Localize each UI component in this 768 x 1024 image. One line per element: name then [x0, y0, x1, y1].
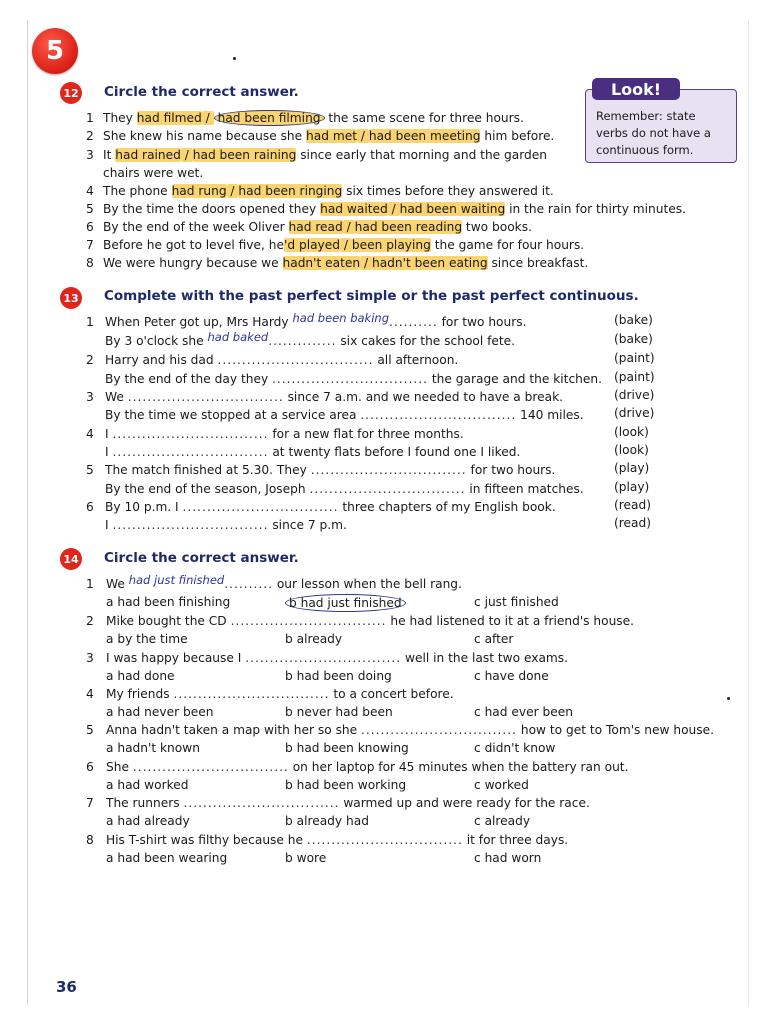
- gap-dots: ................................: [183, 796, 340, 810]
- gap-dots: ................................: [310, 463, 467, 477]
- answer-gap[interactable]: [311, 463, 467, 477]
- sentence-end: the same scene for three hours.: [324, 111, 524, 125]
- item-number: 7: [86, 796, 94, 810]
- sentence-start: Mike bought the CD: [106, 614, 231, 628]
- sentence: [106, 686, 454, 702]
- answer-gap[interactable]: [293, 311, 438, 329]
- item-number: 2: [86, 614, 94, 628]
- option-c[interactable]: c have done: [474, 669, 549, 683]
- option-a[interactable]: a had been finishing: [106, 595, 231, 609]
- sentence-end: all afternoon.: [373, 353, 459, 367]
- sentence-end: the garage and the kitchen.: [428, 372, 602, 386]
- gap-dots: ..............: [268, 334, 337, 348]
- sentence-start: His T-shirt was filthy because he: [106, 833, 307, 847]
- option-1[interactable]: had met: [306, 129, 357, 143]
- sentence: [103, 128, 554, 144]
- sentence: [106, 722, 714, 738]
- item-number: 4: [86, 184, 94, 198]
- option-separator: /: [360, 256, 372, 270]
- exercise-13-title: Complete with the past perfect simple or the past perfect continuous.: [104, 288, 639, 304]
- sentence-end: he had listened to it at a friend's house.: [386, 614, 635, 628]
- stray-mark: [727, 697, 730, 700]
- exercise-14-number: 14: [60, 548, 82, 570]
- answer-gap[interactable]: [112, 518, 268, 532]
- answer-gap[interactable]: [129, 573, 273, 591]
- answer-gap[interactable]: [112, 427, 268, 441]
- sentence-end: on her laptop for 45 minutes when the battery ran out.: [288, 760, 629, 774]
- answer-gap[interactable]: [133, 760, 289, 774]
- item-number: 6: [86, 760, 94, 774]
- option-b[interactable]: b had been working: [285, 778, 407, 792]
- item-number: 5: [86, 463, 94, 477]
- sentence-start: By 3 o'clock she: [105, 334, 208, 348]
- gap-dots: ................................: [127, 390, 284, 404]
- option-1[interactable]: had waited: [320, 202, 388, 216]
- answer-gap[interactable]: [208, 330, 337, 348]
- sentence: [103, 201, 686, 217]
- sentence-start: Before he got to level five, he: [103, 238, 284, 252]
- sentence-start: I: [105, 445, 113, 459]
- verb-prompt: (play): [614, 480, 650, 494]
- gap-dots: ................................: [309, 482, 466, 496]
- handwritten-answer: had baked: [207, 330, 269, 344]
- option-a[interactable]: a hadn't known: [106, 741, 200, 755]
- verb-prompt: (read): [614, 498, 651, 512]
- sentence-start: By the end of the week Oliver: [103, 220, 289, 234]
- item-number: 3: [86, 390, 94, 404]
- item-number: 5: [86, 202, 94, 216]
- item-number: 3: [86, 148, 94, 162]
- option-c[interactable]: c had ever been: [474, 705, 573, 719]
- verb-prompt: (drive): [614, 406, 655, 420]
- option-2[interactable]: had been ringing: [238, 184, 343, 198]
- sentence-start: When Peter got up, Mrs Hardy: [105, 315, 293, 329]
- handwritten-answer: had just finished: [128, 573, 225, 587]
- verb-prompt: (paint): [614, 370, 655, 384]
- sentence-end: two books.: [462, 220, 532, 234]
- answer-gap[interactable]: [173, 687, 329, 701]
- item-number: 8: [86, 833, 94, 847]
- option-c[interactable]: c already: [474, 814, 531, 828]
- sentence: [105, 352, 458, 368]
- sentence: [105, 462, 555, 478]
- option-2[interactable]: had been meeting: [368, 129, 481, 143]
- sentence: [105, 311, 527, 330]
- stray-mark: [233, 57, 236, 60]
- sentence: [105, 444, 520, 460]
- sentence: [106, 759, 628, 775]
- sentence-start: The match finished at 5.30. They: [105, 463, 311, 477]
- item-number: 4: [86, 427, 94, 441]
- option-separator: /: [226, 184, 239, 198]
- verb-prompt: (look): [614, 443, 649, 457]
- sentence: [105, 426, 464, 442]
- item-number: 6: [86, 220, 94, 234]
- sentence-start: We: [105, 390, 128, 404]
- sentence-end: at twenty flats before I found one I liked.: [268, 445, 521, 459]
- sentence: [105, 371, 602, 387]
- gap-dots: ................................: [132, 760, 289, 774]
- item-number: 1: [86, 315, 94, 329]
- sentence: [103, 255, 588, 271]
- gap-dots: ................................: [230, 614, 387, 628]
- sentence-start: My friends: [106, 687, 174, 701]
- sentence-start: By the time the doors opened they: [103, 202, 321, 216]
- sentence: [103, 147, 547, 163]
- option-separator: /: [340, 238, 352, 252]
- sentence-end: for two hours.: [466, 463, 556, 477]
- sentence-end: him before.: [480, 129, 555, 143]
- sentence-end: three chapters of my English book.: [338, 500, 556, 514]
- sentence-end: six times before they answered it.: [342, 184, 554, 198]
- answer-gap[interactable]: [272, 372, 428, 386]
- answer-gap[interactable]: [361, 723, 517, 737]
- sentence-start: By the end of the season, Joseph: [105, 482, 310, 496]
- sentence: [105, 407, 584, 423]
- option-b[interactable]: b had been doing: [285, 669, 392, 683]
- sentence: [106, 795, 590, 811]
- sentence-end: since early that morning and the garden: [296, 148, 548, 162]
- sentence-end: well in the last two exams.: [401, 651, 569, 665]
- sentence-start: It: [103, 148, 116, 162]
- option-b[interactable]: b already had: [285, 814, 369, 828]
- gap-dots: ................................: [306, 833, 463, 847]
- sentence-end: our lesson when the bell rang.: [272, 577, 462, 591]
- verb-prompt: (paint): [614, 351, 655, 365]
- look-text: Remember: state verbs do not have a continuous form.: [596, 109, 711, 157]
- option-a[interactable]: a had never been: [106, 705, 214, 719]
- sentence-end: in the rain for thirty minutes.: [505, 202, 687, 216]
- sentence: [105, 481, 584, 497]
- option-2[interactable]: had been waiting: [399, 202, 506, 216]
- answer-gap[interactable]: [217, 353, 373, 367]
- sentence: [103, 110, 524, 126]
- option-1[interactable]: 'd played: [284, 238, 340, 252]
- verb-prompt: (look): [614, 425, 649, 439]
- sentence-end: to a concert before.: [329, 687, 454, 701]
- option-a[interactable]: a had worked: [106, 778, 189, 792]
- sentence-start: By the end of the day they: [105, 372, 273, 386]
- sentence: [106, 832, 568, 848]
- exercise-14-title: Circle the correct answer.: [104, 550, 299, 566]
- sentence-start: I: [105, 518, 113, 532]
- sentence-start: The phone: [103, 184, 172, 198]
- sentence-end: six cakes for the school fete.: [336, 334, 516, 348]
- option-2[interactable]: hadn't been eating: [371, 256, 488, 270]
- verb-prompt: (read): [614, 516, 651, 530]
- gap-dots: ................................: [360, 408, 517, 422]
- sentence-start: Harry and his dad: [105, 353, 218, 367]
- gap-dots: ................................: [112, 518, 269, 532]
- sentence-end: since 7 p.m.: [268, 518, 347, 532]
- unit-number: 5: [45, 36, 65, 66]
- sentence: [106, 650, 568, 666]
- sentence-end: how to get to Tom's new house.: [517, 723, 714, 737]
- sentence-continuation: chairs were wet.: [103, 166, 204, 180]
- sentence: [103, 183, 554, 199]
- sentence-end: in fifteen matches.: [465, 482, 584, 496]
- sentence-start: By 10 p.m. I: [105, 500, 183, 514]
- gap-dots: ................................: [112, 445, 269, 459]
- sentence: [105, 517, 347, 533]
- gap-dots: ................................: [112, 427, 269, 441]
- option-separator: /: [201, 111, 214, 125]
- answer-gap[interactable]: [112, 445, 268, 459]
- unit-badge: [32, 28, 78, 74]
- item-number: 2: [86, 353, 94, 367]
- answer-gap[interactable]: [307, 833, 463, 847]
- item-number: 4: [86, 687, 94, 701]
- option-a[interactable]: a had already: [106, 814, 190, 828]
- item-number: 7: [86, 238, 94, 252]
- look-title: Look!: [592, 78, 680, 100]
- sentence: [103, 219, 532, 235]
- option-b[interactable]: b had been knowing: [285, 741, 409, 755]
- verb-prompt: (drive): [614, 388, 655, 402]
- option-1[interactable]: had filmed: [136, 111, 202, 125]
- sentence: [105, 389, 563, 405]
- option-separator: /: [342, 220, 355, 234]
- option-c[interactable]: c just finished: [474, 595, 559, 609]
- answer-gap[interactable]: [231, 614, 387, 628]
- verb-prompt: (bake): [614, 313, 653, 327]
- page-number: 36: [56, 978, 77, 996]
- item-number: 1: [86, 111, 94, 125]
- sentence-end: 140 miles.: [516, 408, 584, 422]
- exercise-12-number: 12: [60, 82, 82, 104]
- option-c[interactable]: c didn't know: [474, 741, 556, 755]
- answer-gap[interactable]: [360, 408, 516, 422]
- verb-prompt: (bake): [614, 332, 653, 346]
- option-2[interactable]: had been filming: [214, 110, 325, 126]
- answer-gap[interactable]: [309, 482, 465, 496]
- option-1[interactable]: had read: [288, 220, 343, 234]
- gap-dots: ..........: [224, 577, 273, 591]
- item-number: 8: [86, 256, 94, 270]
- sentence-start: I was happy because I: [106, 651, 246, 665]
- sentence-end: since breakfast.: [487, 256, 589, 270]
- answer-gap[interactable]: [183, 500, 339, 514]
- answer-gap[interactable]: [128, 390, 284, 404]
- gap-dots: ................................: [361, 723, 517, 737]
- option-1[interactable]: had rung: [171, 184, 227, 198]
- gap-dots: ................................: [173, 687, 330, 701]
- item-number: 3: [86, 651, 94, 665]
- option-separator: /: [356, 129, 369, 143]
- option-2[interactable]: had been raining: [192, 148, 297, 162]
- option-b[interactable]: b wore: [285, 851, 327, 865]
- option-2[interactable]: been playing: [351, 238, 431, 252]
- sentence-start: She knew his name because she: [103, 129, 307, 143]
- sentence-end: it for three days.: [462, 833, 569, 847]
- option-separator: /: [180, 148, 193, 162]
- gap-dots: ................................: [182, 500, 339, 514]
- handwritten-answer: had been baking: [292, 311, 389, 325]
- option-1[interactable]: hadn't eaten: [282, 256, 361, 270]
- option-a[interactable]: a had done: [106, 669, 175, 683]
- gap-dots: ................................: [217, 353, 374, 367]
- option-c[interactable]: c worked: [474, 778, 529, 792]
- option-c[interactable]: c had worn: [474, 851, 542, 865]
- sentence-end: the game for four hours.: [430, 238, 585, 252]
- sentence-end: since 7 a.m. and we needed to have a break.: [283, 390, 564, 404]
- option-1[interactable]: had rained: [115, 148, 181, 162]
- option-b[interactable]: b never had been: [285, 705, 393, 719]
- sentence-start: We were hungry because we: [103, 256, 283, 270]
- sentence: [105, 499, 556, 515]
- sentence-start: The runners: [106, 796, 184, 810]
- option-b[interactable]: b had just finished: [285, 594, 406, 612]
- gap-dots: ................................: [272, 372, 429, 386]
- answer-gap[interactable]: [245, 651, 401, 665]
- option-b[interactable]: b already: [285, 632, 343, 646]
- sentence: [106, 573, 462, 592]
- sentence-start: By the time we stopped at a service area: [105, 408, 361, 422]
- exercise-12-title: Circle the correct answer.: [104, 84, 299, 100]
- item-number: 5: [86, 723, 94, 737]
- gap-dots: ..........: [389, 315, 438, 329]
- sentence: [103, 237, 584, 253]
- item-number: 2: [86, 129, 94, 143]
- sentence-start: We: [106, 577, 129, 591]
- sentence: [106, 613, 634, 629]
- answer-gap[interactable]: [183, 796, 339, 810]
- sentence-end: for two hours.: [437, 315, 527, 329]
- sentence-start: Anna hadn't taken a map with her so she: [106, 723, 362, 737]
- option-separator: /: [387, 202, 400, 216]
- item-number: 6: [86, 500, 94, 514]
- exercise-13-number: 13: [60, 287, 82, 309]
- sentence-end: for a new flat for three months.: [268, 427, 464, 441]
- sentence-start: I: [105, 427, 113, 441]
- option-a[interactable]: a had been wearing: [106, 851, 228, 865]
- option-c[interactable]: c after: [474, 632, 514, 646]
- sentence-start: They: [103, 111, 137, 125]
- sentence-start: She: [106, 760, 133, 774]
- option-2[interactable]: had been reading: [354, 220, 463, 234]
- gap-dots: ................................: [245, 651, 402, 665]
- item-number: 1: [86, 577, 94, 591]
- option-a[interactable]: a by the time: [106, 632, 188, 646]
- sentence-end: warmed up and were ready for the race.: [339, 796, 590, 810]
- verb-prompt: (play): [614, 461, 650, 475]
- sentence: [105, 330, 516, 349]
